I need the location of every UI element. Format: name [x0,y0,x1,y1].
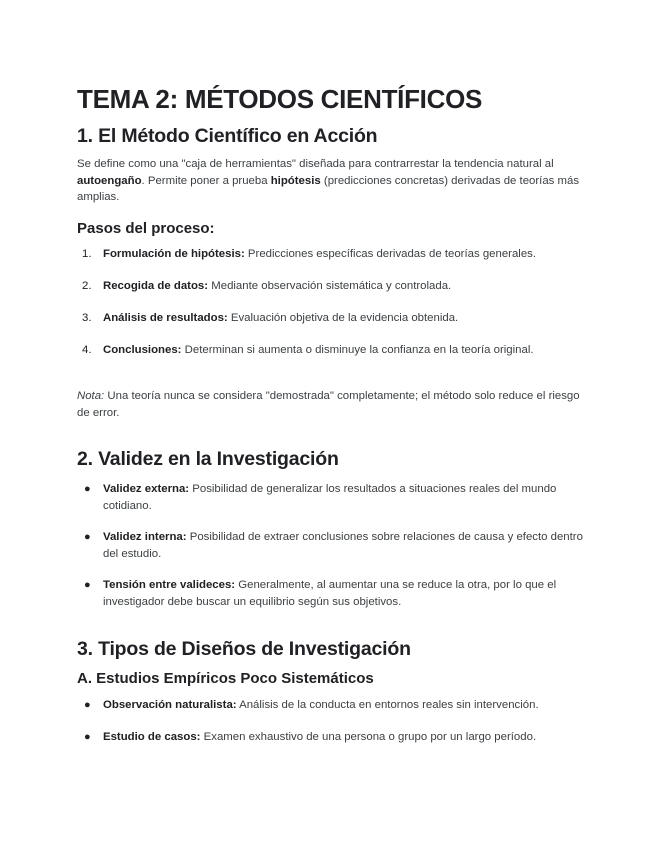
note-paragraph [77,388,582,421]
design-label: Estudio de casos: [103,731,201,743]
intro-text-2: . Permite poner a prueba [141,174,271,187]
step-label: Análisis de resultados: [103,312,228,324]
step-text: Evaluación objetiva de la evidencia obtenida. [227,312,459,324]
step-number: 2. [82,280,92,292]
steps-heading: Pasos del proceso: [77,220,215,237]
section-1-intro [77,156,582,206]
intro-bold-hipotesis: hipótesis [270,174,321,187]
intro-bold-autoengano: autoengaño [77,174,142,187]
step-number: 4. [82,344,92,356]
bullet-icon: ● [84,531,91,543]
bullet-icon: ● [84,699,91,711]
intro-text-1: Se define como una "caja de herramientas" diseñada para contrarrestar la tendencia natural al [77,158,554,170]
validity-label: Validez interna: [103,531,187,543]
validity-text: Posibilidad de extraer conclusiones sobre relaciones de causa y efecto dentro del estudio. [103,531,583,560]
section-2-heading: 2. Validez en la Investigación [77,448,339,470]
intro-text-3: (predicciones concretas) derivadas de teorías más amplias. [77,174,580,203]
design-label: Observación naturalista: [103,699,237,711]
validity-text: Posibilidad de generalizar los resultados a situaciones reales del mundo cotidiano. [103,483,557,512]
design-text: Análisis de la conducta en entornos reales sin intervención. [236,699,539,711]
note-text: Una teoría nunca se considera "demostrada" completamente; el método solo reduce el riesgo de error. [77,390,580,419]
note-label: Nota: [77,390,105,402]
validity-label: Tensión entre valideces: [103,579,236,591]
step-label: Formulación de hipótesis: [103,248,245,260]
section-3-subheading: A. Estudios Empíricos Poco Sistemáticos [77,670,374,687]
bullet-icon: ● [84,731,91,743]
step-text: Determinan si aumenta o disminuye la confianza en la teoría original. [181,344,534,356]
step-number: 1. [82,248,92,260]
validity-label: Validez externa: [103,483,190,495]
bullet-icon: ● [84,483,91,495]
step-text: Predicciones específicas derivadas de teorías generales. [244,248,537,260]
step-label: Recogida de datos: [103,280,209,292]
section-1-heading: 1. El Método Científico en Acción [77,125,378,147]
bullet-icon: ● [84,579,91,591]
validity-text: Generalmente, al aumentar una se reduce la otra, por lo que el investigador debe buscar un equilibrio según sus objetivos. [103,579,557,608]
design-text: Examen exhaustivo de una persona o grupo por un largo período. [200,731,537,743]
step-text: Mediante observación sistemática y controlada. [208,280,452,292]
section-3-heading: 3. Tipos de Diseños de Investigación [77,638,411,660]
step-label: Conclusiones: [103,344,182,356]
page-title: TEMA 2: MÉTODOS CIENTÍFICOS [77,84,483,114]
step-number: 3. [82,312,92,324]
